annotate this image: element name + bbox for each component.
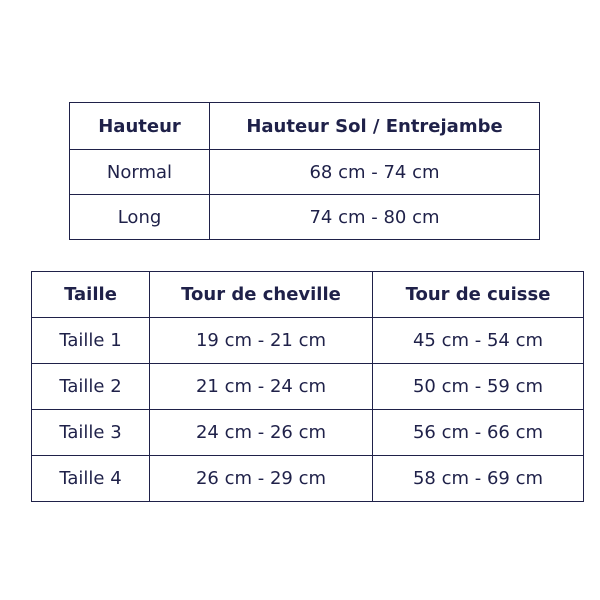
size-table: [31, 271, 584, 502]
cell-size-name: Taille 2: [32, 364, 150, 410]
cell-height-range: 74 cm - 80 cm: [210, 195, 540, 240]
size-table-header-row: [32, 272, 584, 318]
header-cell-hauteur-sol: Hauteur Sol / Entrejambe: [210, 103, 540, 150]
cell-thigh-range: 58 cm - 69 cm: [373, 456, 584, 502]
cell-height-name: Long: [70, 195, 210, 240]
cell-size-name: Taille 3: [32, 410, 150, 456]
table-row: [32, 364, 584, 410]
header-cell-taille: Taille: [32, 272, 150, 318]
cell-size-name: Taille 4: [32, 456, 150, 502]
cell-thigh-range: 50 cm - 59 cm: [373, 364, 584, 410]
cell-thigh-range: 45 cm - 54 cm: [373, 318, 584, 364]
header-cell-tour-de-cuisse: Tour de cuisse: [373, 272, 584, 318]
cell-height-name: Normal: [70, 150, 210, 195]
cell-ankle-range: 19 cm - 21 cm: [150, 318, 373, 364]
cell-size-name: Taille 1: [32, 318, 150, 364]
height-table: [69, 102, 540, 240]
table-row: [70, 195, 540, 240]
cell-thigh-range: 56 cm - 66 cm: [373, 410, 584, 456]
cell-ankle-range: 24 cm - 26 cm: [150, 410, 373, 456]
table-row: [70, 150, 540, 195]
header-cell-tour-de-cheville: Tour de cheville: [150, 272, 373, 318]
cell-height-range: 68 cm - 74 cm: [210, 150, 540, 195]
cell-ankle-range: 26 cm - 29 cm: [150, 456, 373, 502]
header-cell-hauteur: Hauteur: [70, 103, 210, 150]
height-table-header-row: [70, 103, 540, 150]
table-row: [32, 318, 584, 364]
table-row: [32, 410, 584, 456]
table-row: [32, 456, 584, 502]
cell-ankle-range: 21 cm - 24 cm: [150, 364, 373, 410]
